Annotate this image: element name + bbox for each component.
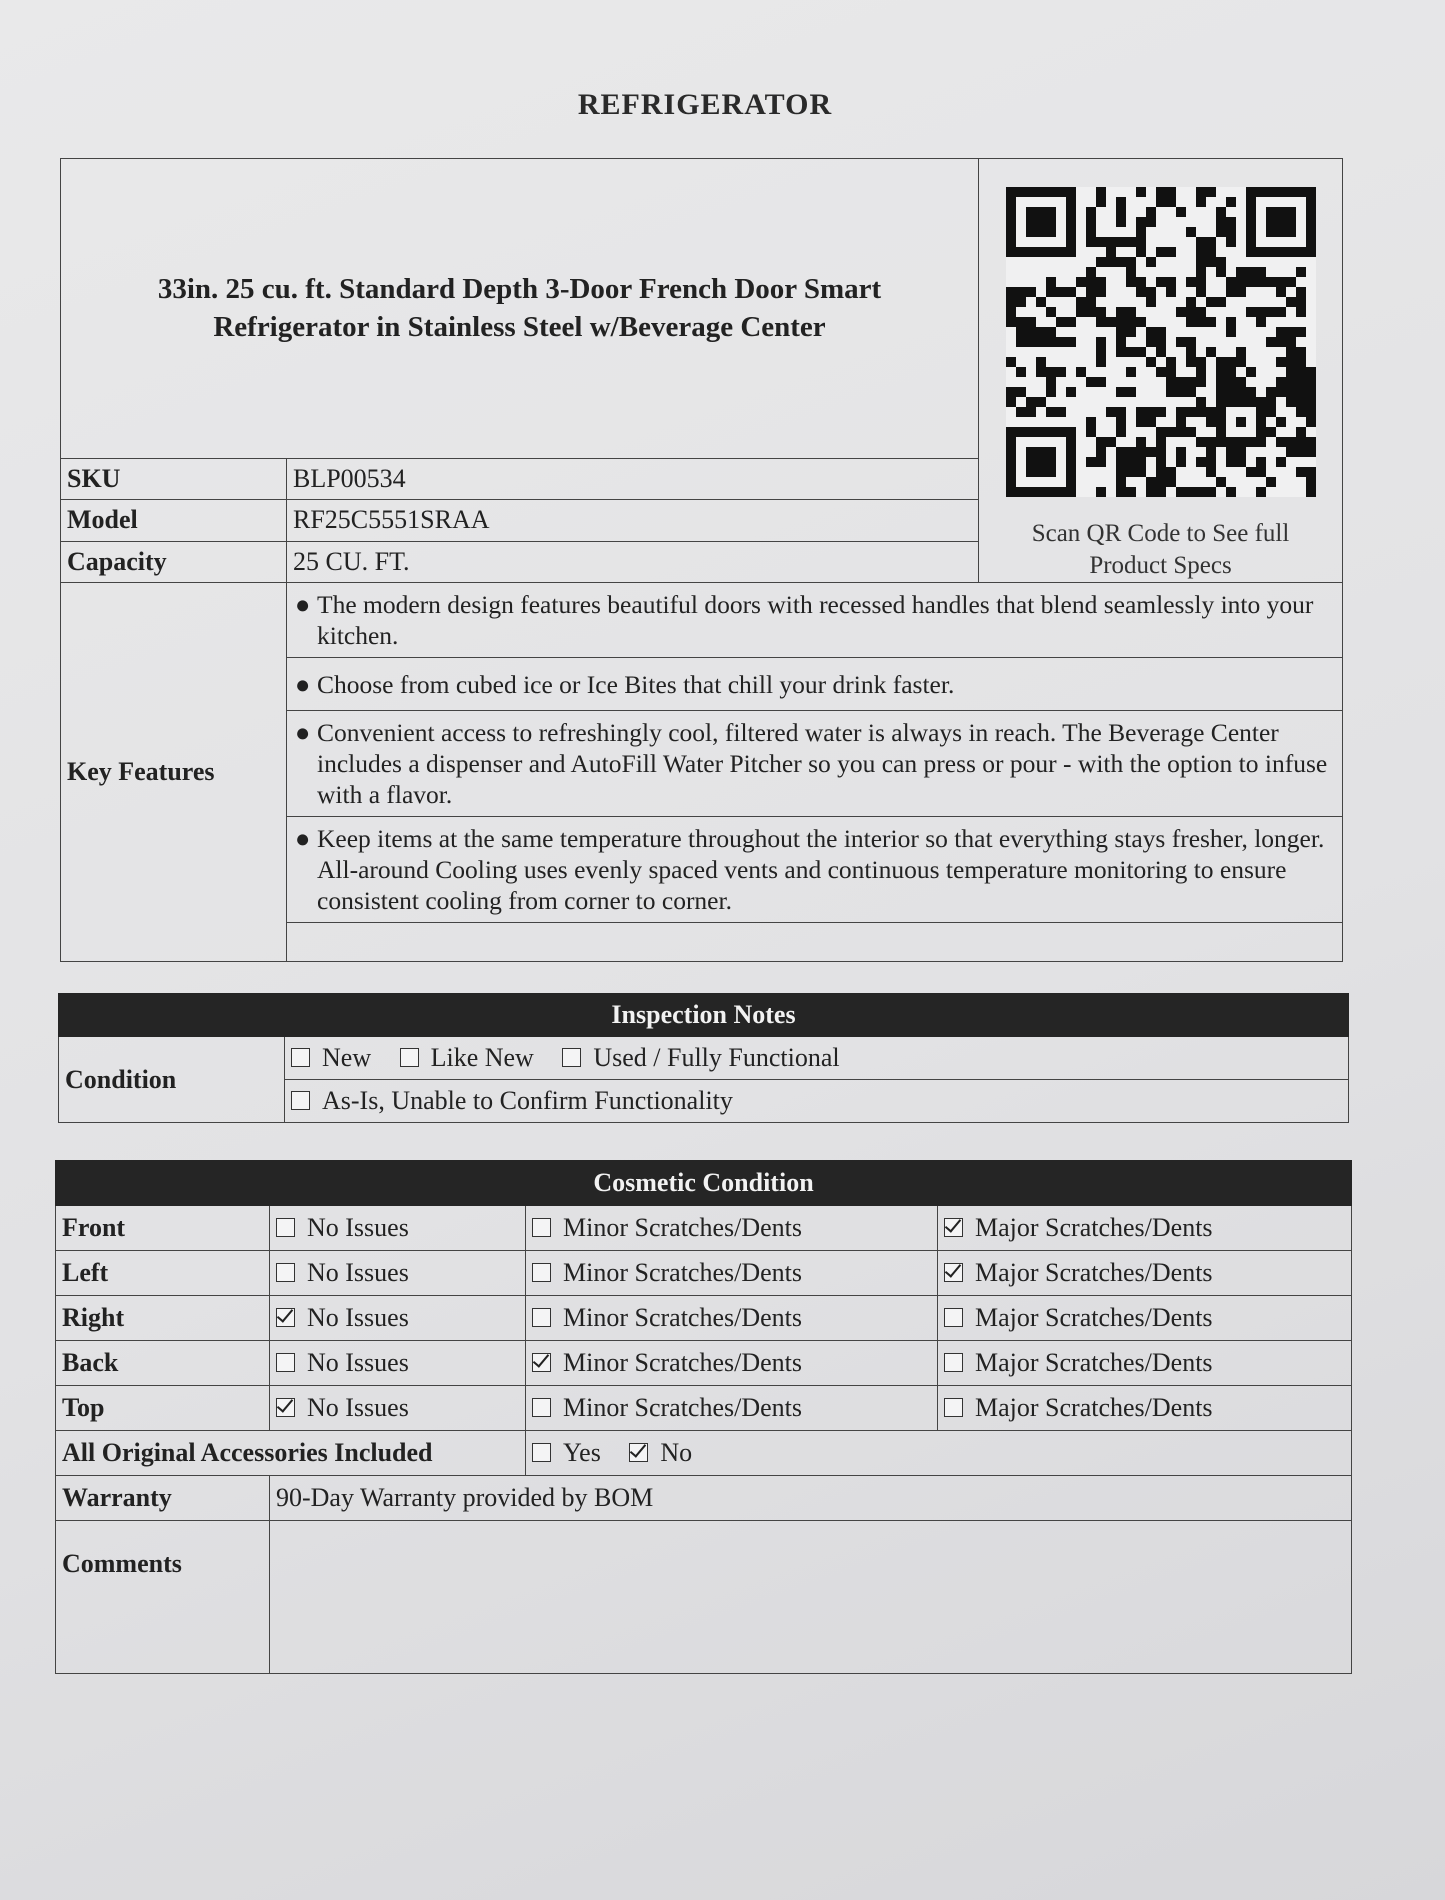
option-label: No Issues	[307, 1303, 409, 1332]
cosmetic-option-cell[interactable]	[938, 1206, 1352, 1251]
cosmetic-option-cell[interactable]	[270, 1251, 526, 1296]
option-label: No Issues	[307, 1258, 409, 1287]
warranty-label: Warranty	[56, 1476, 270, 1521]
option-label: No Issues	[307, 1393, 409, 1422]
option-label: No	[660, 1438, 693, 1467]
checkbox-icon[interactable]	[291, 1048, 310, 1067]
feature-text: Keep items at the same temperature throughout the interior so that everything stays fresher, longer. All-around Cooling uses evenly spaced vents and continuous temperature monitoring to ensure consistent cooling from corner to corner.	[317, 824, 1325, 915]
checkbox-icon[interactable]	[276, 1263, 295, 1282]
bullet-icon: ●	[295, 669, 311, 699]
cosmetic-row-label: Back	[56, 1341, 270, 1386]
checkbox-icon[interactable]	[944, 1308, 963, 1327]
checked-checkbox-icon[interactable]	[629, 1443, 648, 1462]
cosmetic-option-cell[interactable]	[270, 1386, 526, 1431]
condition-like-new-option[interactable]	[400, 1043, 534, 1072]
cosmetic-row-back	[56, 1341, 1352, 1386]
model-value: RF25C5551SRAA	[287, 500, 979, 541]
product-info-table	[60, 158, 1343, 962]
cosmetic-rows	[56, 1206, 1352, 1431]
cosmetic-row-label: Right	[56, 1296, 270, 1341]
feature-item	[287, 817, 1343, 923]
checkbox-icon[interactable]	[532, 1263, 551, 1282]
qr-caption-line-1: Scan QR Code to See full	[1031, 520, 1290, 547]
product-title-line-1: 33in. 25 cu. ft. Standard Depth 3-Door French Door Smart	[157, 273, 882, 306]
sku-label: SKU	[61, 458, 287, 499]
option-label: Used / Fully Functional	[593, 1043, 840, 1072]
cosmetic-option-cell[interactable]	[526, 1341, 938, 1386]
document-title: REFRIGERATOR	[577, 88, 833, 121]
feature-text: The modern design features beautiful doors with recessed handles that blend seamlessly into your kitchen.	[317, 590, 1314, 650]
cosmetic-option-cell[interactable]	[270, 1296, 526, 1341]
cosmetic-row-right	[56, 1296, 1352, 1341]
condition-new-option[interactable]	[291, 1043, 371, 1072]
sku-value: BLP00534	[287, 458, 979, 499]
cosmetic-option-cell[interactable]	[526, 1251, 938, 1296]
cosmetic-option-cell[interactable]	[270, 1341, 526, 1386]
option-label: Minor Scratches/Dents	[563, 1303, 803, 1332]
feature-item	[287, 658, 1343, 711]
qr-caption	[985, 518, 1336, 582]
checkbox-icon[interactable]	[944, 1398, 963, 1417]
option-label: Like New	[430, 1043, 534, 1072]
checkbox-icon[interactable]	[944, 1353, 963, 1372]
checkbox-icon[interactable]	[532, 1218, 551, 1237]
option-label: Major Scratches/Dents	[975, 1348, 1213, 1377]
checkbox-icon[interactable]	[291, 1091, 310, 1110]
condition-options-row	[285, 1037, 1349, 1080]
cosmetic-option-cell[interactable]	[526, 1206, 938, 1251]
product-title-line-2: Refrigerator in Stainless Steel w/Beverage Center	[213, 311, 826, 344]
option-label: Yes	[563, 1438, 601, 1467]
checked-checkbox-icon[interactable]	[944, 1218, 963, 1237]
option-label: No Issues	[307, 1348, 409, 1377]
comments-label: Comments	[56, 1521, 270, 1674]
condition-options-row	[285, 1080, 1349, 1123]
cosmetic-condition-header: Cosmetic Condition	[56, 1161, 1352, 1206]
qr-panel	[979, 159, 1343, 583]
accessories-label: All Original Accessories Included	[56, 1431, 526, 1476]
feature-item	[287, 583, 1343, 658]
option-label: Minor Scratches/Dents	[563, 1393, 803, 1422]
cosmetic-option-cell[interactable]	[938, 1251, 1352, 1296]
capacity-label: Capacity	[61, 541, 287, 582]
checkbox-icon[interactable]	[532, 1308, 551, 1327]
cosmetic-row-top	[56, 1386, 1352, 1431]
option-label: Major Scratches/Dents	[975, 1213, 1213, 1242]
option-label: No Issues	[307, 1213, 409, 1242]
checkbox-icon[interactable]	[276, 1218, 295, 1237]
cosmetic-option-cell[interactable]	[526, 1386, 938, 1431]
bullet-icon: ●	[295, 718, 311, 747]
inspection-notes-table	[58, 993, 1349, 1123]
cosmetic-row-label: Left	[56, 1251, 270, 1296]
condition-label: Condition	[59, 1037, 285, 1123]
qr-caption-line-2: Product Specs	[1089, 552, 1232, 579]
option-label: Major Scratches/Dents	[975, 1258, 1213, 1287]
checked-checkbox-icon[interactable]	[276, 1308, 295, 1327]
cosmetic-condition-table	[55, 1160, 1352, 1674]
inspection-notes-header: Inspection Notes	[59, 994, 1349, 1037]
key-features-label: Key Features	[61, 583, 287, 962]
option-label: Minor Scratches/Dents	[563, 1258, 803, 1287]
option-label: Major Scratches/Dents	[975, 1393, 1213, 1422]
warranty-value: 90-Day Warranty provided by BOM	[270, 1476, 1352, 1521]
cosmetic-option-cell[interactable]	[938, 1296, 1352, 1341]
accessories-no-option[interactable]	[629, 1438, 692, 1467]
bullet-icon: ●	[295, 824, 311, 853]
cosmetic-option-cell[interactable]	[938, 1386, 1352, 1431]
cosmetic-row-label: Top	[56, 1386, 270, 1431]
option-label: Major Scratches/Dents	[975, 1303, 1213, 1332]
model-label: Model	[61, 500, 287, 541]
capacity-value: 25 CU. FT.	[287, 541, 979, 582]
checked-checkbox-icon[interactable]	[944, 1263, 963, 1282]
checked-checkbox-icon[interactable]	[532, 1353, 551, 1372]
checked-checkbox-icon[interactable]	[276, 1398, 295, 1417]
option-label: New	[322, 1043, 372, 1072]
cosmetic-option-cell[interactable]	[526, 1296, 938, 1341]
condition-used-option[interactable]	[562, 1043, 839, 1072]
product-title	[61, 159, 979, 459]
checkbox-icon[interactable]	[532, 1443, 551, 1462]
accessories-options	[526, 1431, 1352, 1476]
bullet-icon: ●	[295, 590, 311, 619]
checkbox-icon[interactable]	[400, 1048, 419, 1067]
cosmetic-option-cell[interactable]	[270, 1206, 526, 1251]
option-label: Minor Scratches/Dents	[563, 1348, 803, 1377]
qr-code-icon[interactable]	[1006, 187, 1316, 497]
checkbox-icon[interactable]	[276, 1353, 295, 1372]
feature-text: Choose from cubed ice or Ice Bites that chill your drink faster.	[317, 669, 955, 699]
accessories-yes-option[interactable]	[532, 1438, 601, 1467]
comments-field[interactable]	[270, 1521, 1352, 1674]
feature-text: Convenient access to refreshingly cool, filtered water is always in reach. The Beverage Center includes a dispenser and AutoFill Water Pitcher so you can press or pour - with the option to infuse with a flavor.	[317, 718, 1328, 809]
cosmetic-row-left	[56, 1251, 1352, 1296]
checkbox-icon[interactable]	[532, 1398, 551, 1417]
feature-item	[287, 711, 1343, 817]
feature-empty-row	[287, 923, 1343, 962]
cosmetic-row-front	[56, 1206, 1352, 1251]
cosmetic-row-label: Front	[56, 1206, 270, 1251]
cosmetic-option-cell[interactable]	[938, 1341, 1352, 1386]
option-label: As-Is, Unable to Confirm Functionality	[322, 1086, 733, 1115]
condition-as-is-option[interactable]	[291, 1086, 733, 1115]
option-label: Minor Scratches/Dents	[563, 1213, 803, 1242]
checkbox-icon[interactable]	[562, 1048, 581, 1067]
